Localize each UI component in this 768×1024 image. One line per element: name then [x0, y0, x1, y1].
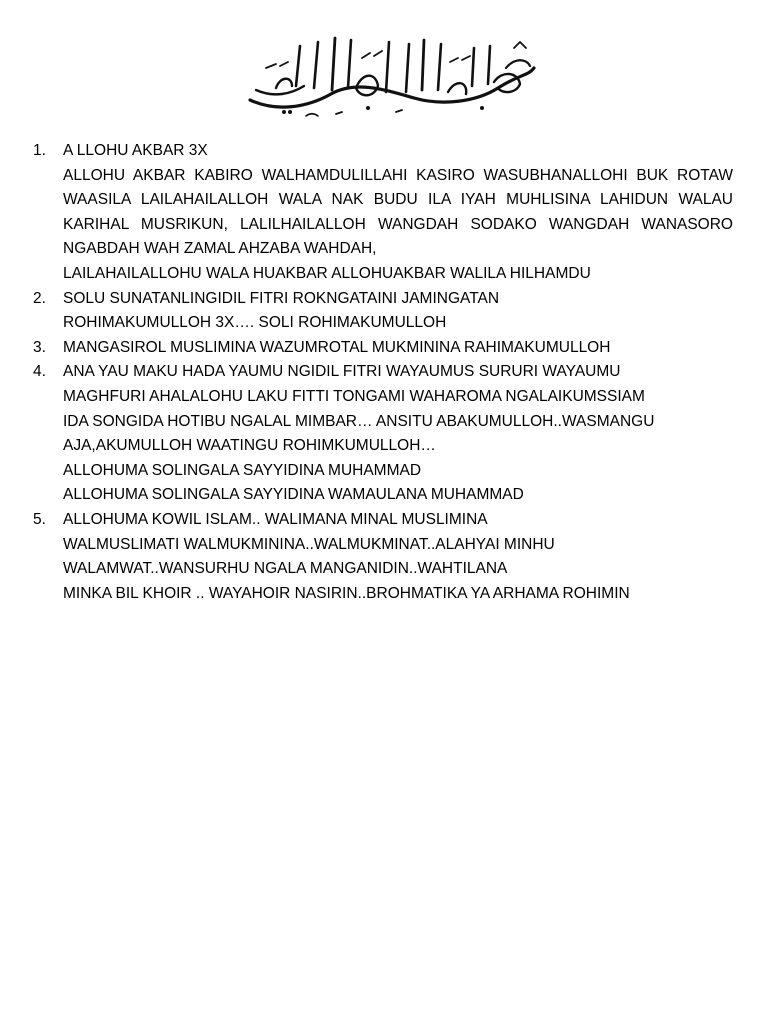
list-item-line: WALMUSLIMATI WALMUKMININA..WALMUKMINAT..ALAHYAI MINHU: [63, 535, 555, 553]
list-item-line: ALLOHUMA SOLINGALA SAYYIDINA WAMAULANA MUHAMMAD: [63, 486, 524, 504]
numbered-list: [33, 139, 733, 606]
list-item-title: A LLOHU AKBAR 3X: [63, 142, 208, 159]
list-item-line: WALAMWAT..WANSURHU NGALA MANGANIDIN..WAHTILANA: [63, 560, 508, 578]
list-number: 4.: [33, 363, 46, 381]
list-item-line: ALLOHUMA SOLINGALA SAYYIDINA MUHAMMAD: [63, 461, 422, 479]
bismillah-calligraphy-image: [236, 28, 542, 120]
list-item-line: ANA YAU MAKU HADA YAUMU NGIDIL FITRI WAYAUMUS SURURI WAYAUMU: [63, 363, 621, 381]
list-item-last-line: LAILAHAILALLOHU WALA HUAKBAR ALLOHUAKBAR WALILA HILHAMDU: [63, 264, 591, 282]
list-number: 1.: [33, 142, 46, 159]
list-item-line: MANGASIROL MUSLIMINA WAZUMROTAL MUKMININA RAHIMAKUMULLOH: [63, 338, 611, 356]
list-item-1: [33, 139, 733, 287]
list-item-line: MAGHFURI AHALALOHU LAKU FITTI TONGAMI WAHAROMA NGALAIKUMSSIAM: [63, 387, 645, 405]
list-item-line: AJA,AKUMULLOH WAATINGU ROHIMKUMULLOH…: [63, 437, 436, 455]
bismillah-calligraphy: [236, 28, 542, 120]
list-item-line: SOLU SUNATANLINGIDIL FITRI ROKNGATAINI JAMINGATAN: [63, 289, 500, 307]
list-item-line: ALLOHUMA KOWIL ISLAM.. WALIMANA MINAL MUSLIMINA: [63, 510, 488, 528]
list-item-4: [33, 360, 733, 508]
list-number: 2.: [33, 289, 46, 307]
list-item-line: IDA SONGIDA HOTIBU NGALAL MIMBAR… ANSITU ABAKUMULLOH..WASMANGU: [63, 412, 655, 430]
list-number: 3.: [33, 338, 46, 356]
list-item-2: [33, 287, 733, 336]
list-number: 5.: [33, 510, 46, 528]
list-item-line: MINKA BIL KHOIR .. WAYAHOIR NASIRIN..BROHMATIKA YA ARHAMA ROHIMIN: [63, 584, 630, 602]
list-item-paragraph: ALLOHU AKBAR KABIRO WALHAMDULILLAHI KASIRO WASUBHANALLOHI BUK ROTAW WAASILA LAILAHAILALLOH WALA NAK BUDU ILA IYAH MUHLISINA LAHIDUN WALAU KARIHAL MUSRIKUN, LALILHAILALLOH WANGDAH SODAKO WANGDAH WANASORO NGABDAH WAH ZAMAL AHZABA WAHDAH,: [63, 166, 733, 258]
list-item-line: ROHIMAKUMULLOH 3X…. SOLI ROHIMAKUMULLOH: [63, 314, 447, 332]
list-item-3: [33, 336, 733, 361]
list-item-5: [33, 508, 733, 606]
